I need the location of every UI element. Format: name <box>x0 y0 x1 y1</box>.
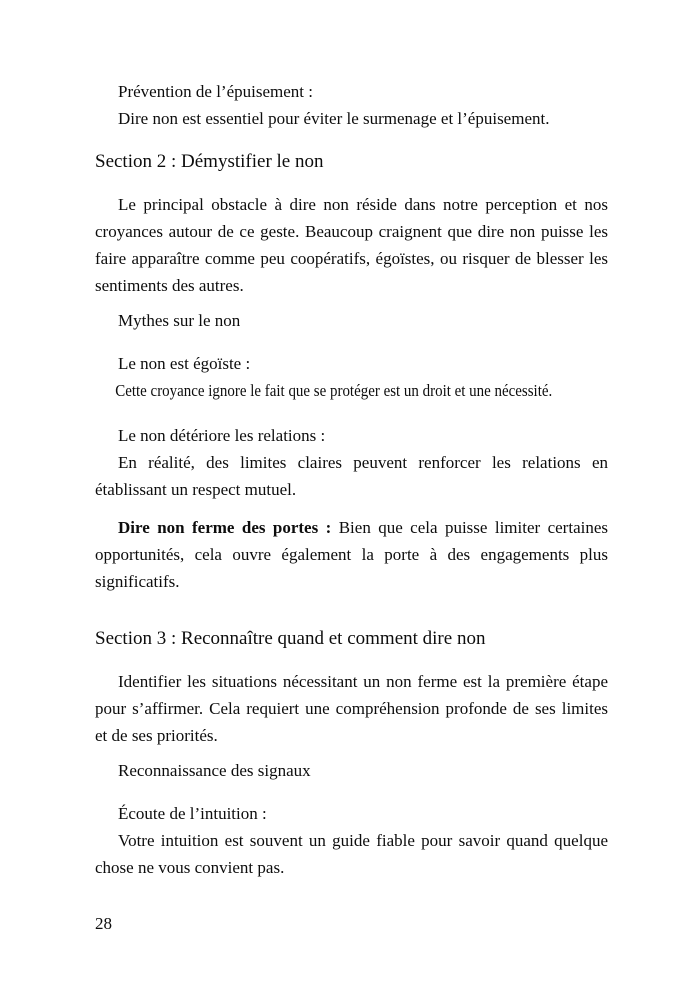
section-2-intro: Le principal obstacle à dire non réside dans notre perception et nos croyances autour de ce geste. Beaucoup craignent que dire non puisse les faire apparaître comme peu coopératifs, égoïstes, ou risquer de blesser les sentiments des autres. <box>95 195 608 295</box>
section-2-title: Section 2 : Démystifier le non <box>95 151 324 172</box>
myth-portes-paragraph <box>95 514 608 595</box>
intuition-heading: Écoute de l’intuition : <box>118 804 267 823</box>
prevention-block <box>95 78 608 132</box>
myth-relations-body: En réalité, des limites claires peuvent renforcer les relations en établissant un respect mutuel. <box>95 453 608 499</box>
myth-egoiste-body: Cette croyance ignore le fait que se protéger est un droit et une nécessité. <box>115 381 553 400</box>
myths-heading: Mythes sur le non <box>118 311 241 330</box>
intuition-body: Votre intuition est souvent un guide fiable pour savoir quand quelque chose ne vous convient pas. <box>95 831 608 877</box>
myth-egoiste-heading: Le non est égoïste : <box>118 354 251 373</box>
myth-egoiste-block <box>95 350 608 404</box>
page-number: 28 <box>95 914 112 933</box>
signals-heading: Reconnaissance des signaux <box>118 761 311 780</box>
myth-relations-block <box>95 422 608 503</box>
section-3-intro: Identifier les situations nécessitant un non ferme est la première étape pour s’affirmer. Cela requiert une compréhension profonde de ses limites et de ses priorités. <box>95 672 608 745</box>
page-content <box>95 78 608 881</box>
myth-relations-heading: Le non détériore les relations : <box>118 426 326 445</box>
myth-portes-body: Bien que cela puisse limiter certaines opportunités, cela ouvre également la porte à des engagements plus significatifs. <box>95 518 608 591</box>
intuition-block <box>95 800 608 881</box>
prevention-heading: Prévention de l’épuisement : <box>118 82 313 101</box>
section-3-title: Section 3 : Reconnaître quand et comment dire non <box>95 628 486 649</box>
prevention-body: Dire non est essentiel pour éviter le surmenage et l’épuisement. <box>118 109 550 128</box>
myth-portes-lead: Dire non ferme des portes : <box>118 518 332 537</box>
